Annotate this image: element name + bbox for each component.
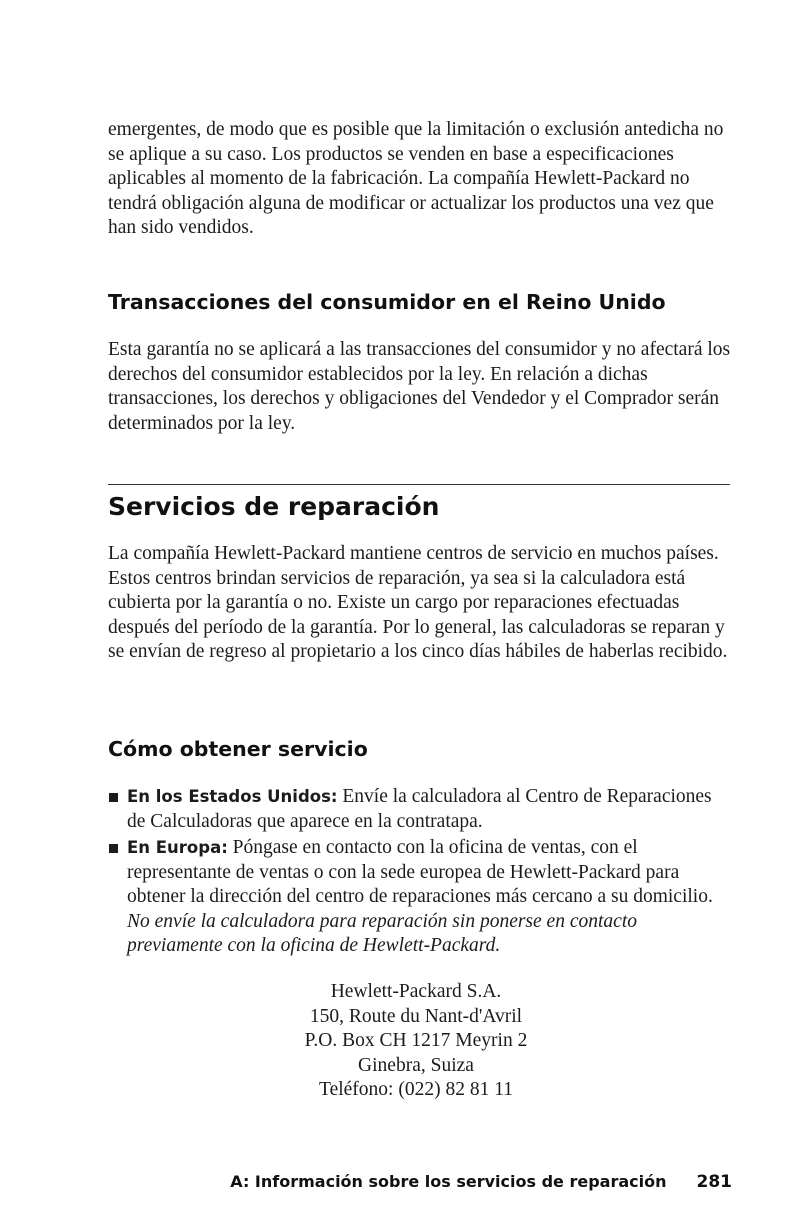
obtain-service-heading: Cómo obtener servicio <box>108 737 368 761</box>
section-divider <box>108 484 730 485</box>
address-line-pobox: P.O. Box CH 1217 Meyrin 2 <box>304 1030 528 1051</box>
address-line-city: Ginebra, Suiza <box>358 1054 474 1076</box>
hp-europe-address <box>248 980 584 1103</box>
bullet-united-states <box>108 785 734 834</box>
repair-services-paragraph: La compañía Hewlett-Packard mantiene centros de servicio en muchos países. Estos centros brindan servicios de reparación, ya sea si la calculadora está cubierta por la garantía o no. Existe un cargo por reparaciones efectuadas después del período de la garantía. Por lo general, las calculadoras se reparan y se envían de regreso al propietario a los cinco días hábiles de haberlas recibido. <box>108 543 728 662</box>
page-number: 281 <box>696 1172 732 1192</box>
square-bullet-icon <box>109 793 118 802</box>
square-bullet-icon <box>109 844 118 853</box>
address-line-phone: Teléfono: (022) 82 81 11 <box>319 1079 513 1100</box>
bullet-text-europe: Póngase en contacto con la oficina de ventas, con el representante de ventas o con la sede europea de Hewlett-Packard para obtener la dirección del centro de reparaciones más cercano a su domicilio. <box>127 837 713 907</box>
bullet-note-europe: No envíe la calculadora para reparación sin ponerse en contacto previamente con la oficina de Hewlett-Packard. <box>127 910 637 956</box>
bullet-europe <box>108 836 734 959</box>
intro-paragraph: emergentes, de modo que es posible que la limitación o exclusión antedicha no se aplique a su caso. Los productos se venden en base a especificaciones aplicables al momento de la fabricación. La compañía Hewlett-Packard no tendrá obligación alguna de modificar or actualizar los productos una vez que han sido vendidos. <box>108 119 724 238</box>
bullet-lead-united-states: En los Estados Unidos: <box>127 787 338 806</box>
address-line-street: 150, Route du Nant-d'Avril <box>309 1005 523 1027</box>
bullet-text-united-states: Envíe la calculadora al Centro de Reparaciones de Calculadoras que aparece en la contratapa. <box>127 786 712 832</box>
bullet-lead-europe: En Europa: <box>127 838 228 857</box>
running-title: A: Información sobre los servicios de reparación <box>230 1172 667 1191</box>
page-footer <box>108 1172 732 1192</box>
uk-transactions-paragraph: Esta garantía no se aplicará a las transacciones del consumidor y no afectará los derechos del consumidor establecidos por la ley. En relación a dichas transacciones, los derechos y obligaciones del Vendedor y el Comprador serán determinados por la ley. <box>108 339 731 434</box>
address-line-company: Hewlett-Packard S.A. <box>330 981 502 1002</box>
uk-transactions-heading: Transacciones del consumidor en el Reino Unido <box>108 290 666 314</box>
repair-services-heading: Servicios de reparación <box>108 492 440 521</box>
service-bullet-list <box>108 785 734 961</box>
